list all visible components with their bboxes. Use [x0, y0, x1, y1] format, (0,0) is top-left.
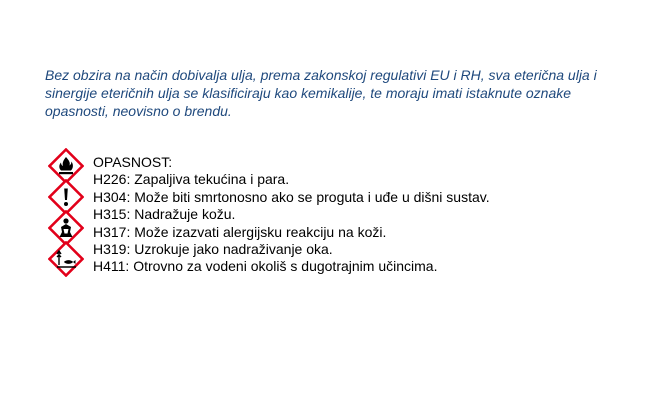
- hazard-statement: H304: Može biti smrtonosno ako se proguta i uđe u dišni sustav.: [93, 188, 490, 205]
- signal-word: OPASNOST:: [93, 154, 173, 170]
- ghs-pictograms: [48, 148, 84, 276]
- hazard-statement: H319: Uzrokuje jako nadraživanje oka.: [93, 241, 333, 258]
- hazard-statements: [93, 154, 490, 276]
- hazard-statement: H317: Može izazvati alergijsku reakciju na koži.: [93, 223, 387, 240]
- environment-icon: [48, 241, 84, 277]
- hazard-statement: H411: Otrovno za vodeni okoliš s dugotrajnim učincima.: [93, 258, 438, 275]
- hazard-statement: H315: Nadražuje kožu.: [93, 206, 236, 223]
- hazard-statement: H226: Zapaljiva tekućina i para.: [93, 171, 290, 188]
- intro-paragraph: Bez obzira na način dobivalja ulja, prema zakonskoj regulativi EU i RH, sva eterična ulja i sinergije eteričnih ulja se klasificiraju kao kemikalije, te moraju imati istaknute oznake opasnosti, neovisno o brendu.: [45, 67, 597, 119]
